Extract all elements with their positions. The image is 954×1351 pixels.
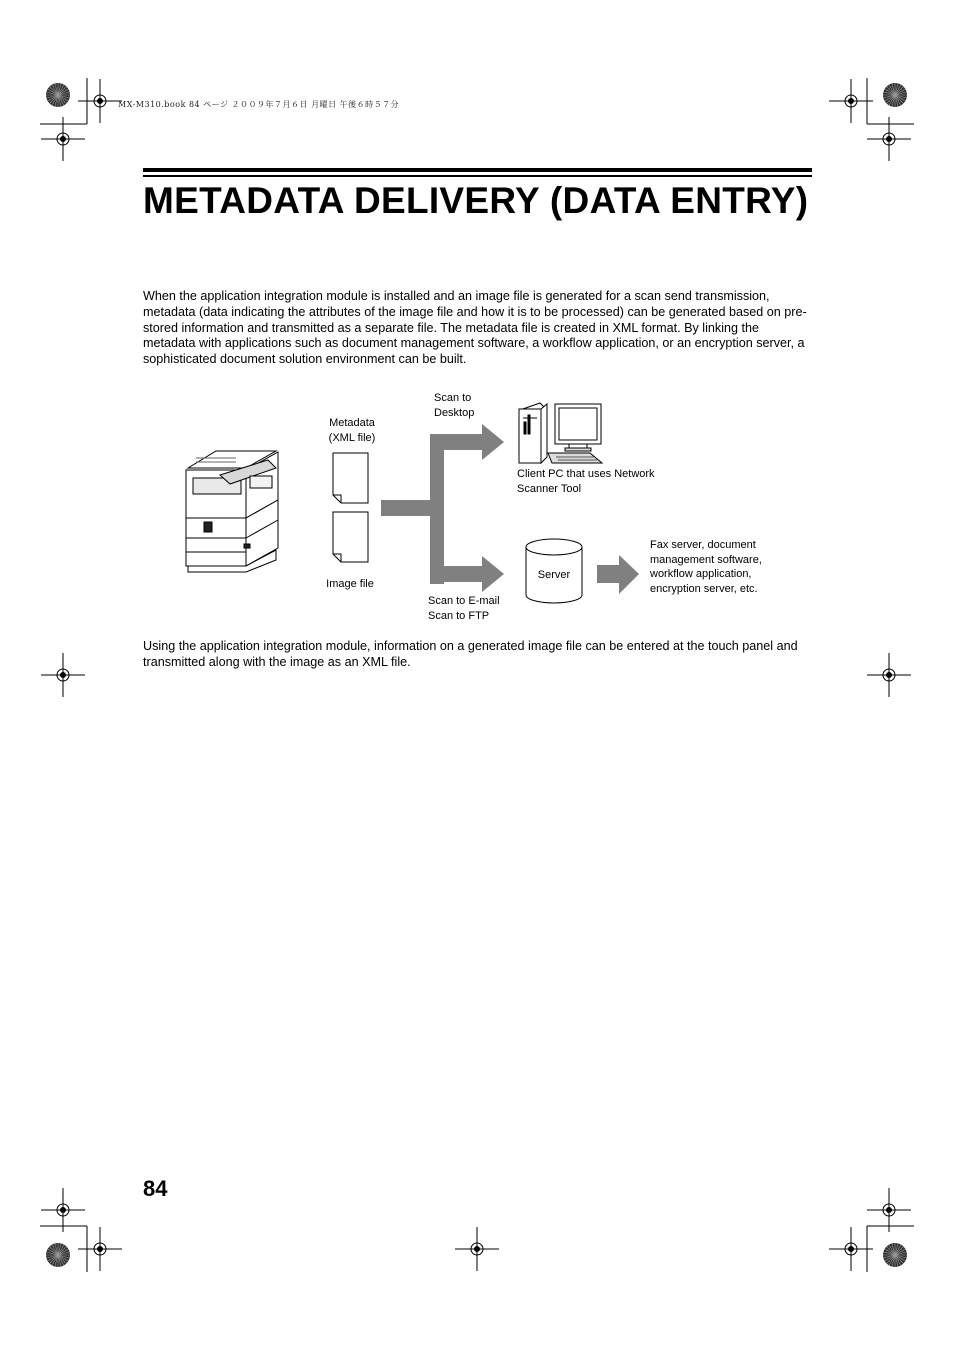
closing-paragraph: Using the application integration module, information on a generated image file can be entered at the touch panel and transmitted along with the image as an XML file. (143, 639, 798, 669)
mfp-copier-icon (186, 451, 278, 572)
intro-paragraph: When the application integration module is installed and an image file is generated for a scan send transmission, metadata (data indicating the attributes of the image file and how it is to be processed) can be generated based on pre-stored information and transmitted as a separate file. The metadata file is created in XML format. By linking the metadata with applications such as document management software, a workflow application, or an encryption server, a sophisticated document solution environment can be built. (143, 289, 807, 367)
client-pc-label: Client PC that uses Network Scanner Tool (517, 468, 655, 495)
client-pc-icon (519, 403, 602, 463)
print-header: MX-M310.book 84 ページ ２００９年７月６日 月曜日 午後６時５７分 (118, 100, 400, 109)
flow-arrow-main (381, 424, 504, 592)
page-title: METADATA DELIVERY (DATA ENTRY) (143, 180, 809, 221)
image-file-document-icon (333, 512, 368, 562)
server-label: Server (537, 569, 571, 581)
metadata-document-icon (333, 453, 368, 503)
destinations-label: Fax server, document management software, workflow application, encryption server, etc. (650, 539, 762, 595)
scan-to-email-ftp-label: Scan to E-mail Scan to FTP (428, 595, 500, 622)
metadata-label: Metadata (XML file) (328, 417, 376, 444)
flow-arrow-server-to-destinations (597, 555, 639, 594)
page-number: 84 (143, 1176, 168, 1201)
scan-to-desktop-label: Scan to Desktop (434, 392, 475, 419)
image-file-label: Image file (326, 578, 374, 590)
